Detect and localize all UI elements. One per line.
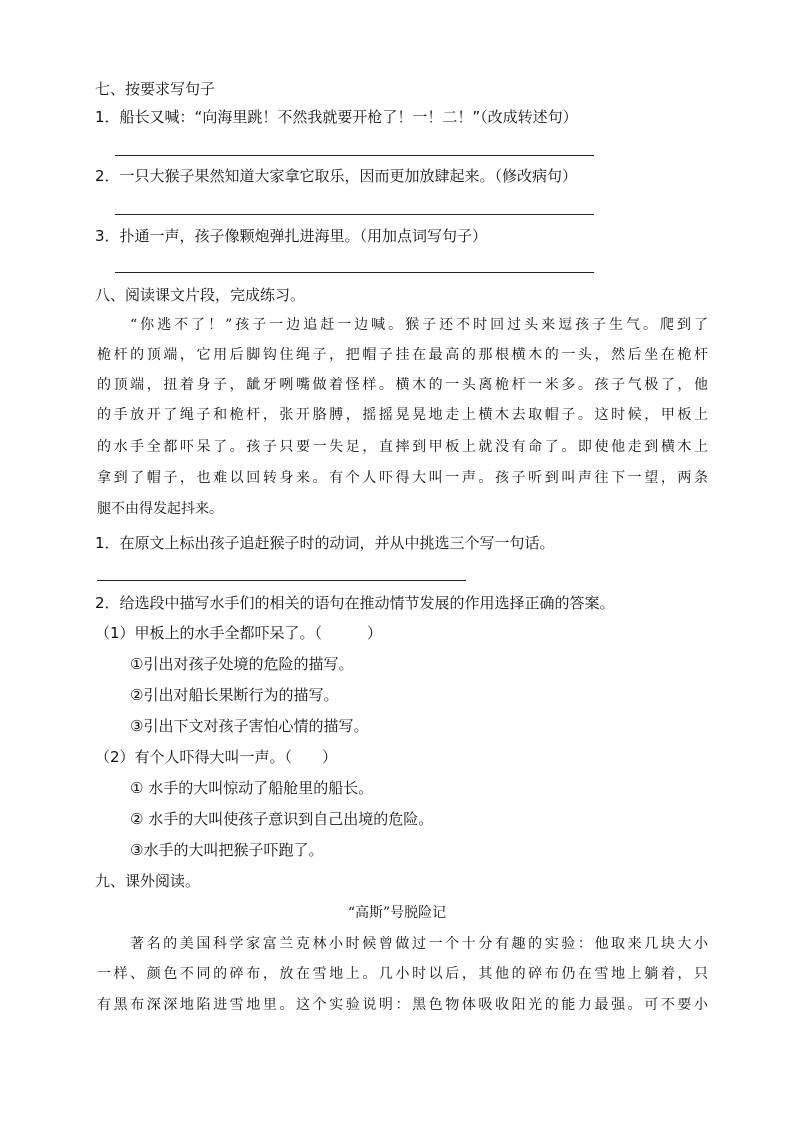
s8-sub1-option-1: ①引出对孩子处境的危险的描写。 <box>130 655 354 673</box>
s8-sub1-option-3: ③引出下文对孩子害怕心情的描写。 <box>130 717 369 735</box>
s9-article-title: “高斯”号脱险记 <box>347 905 447 921</box>
s7-answer-line-2[interactable] <box>115 214 594 215</box>
s8-passage-line: 腿不由得发起抖来。 <box>97 501 223 517</box>
s8-subquestion-2: （2）有个人吓得大叫一声。（ ） <box>95 748 338 766</box>
s9-passage-line: 著名的美国科学家富兰克林小时候曾做过一个十分有趣的实验：他取来几块大小 <box>130 936 708 952</box>
s8-passage-line: 的顶端，扭着身子，龇牙咧嘴做着怪样。横木的一头离桅杆一米多。孩子气极了，他 <box>97 377 708 393</box>
s8-passage-line: 拿到了帽子，也难以回转身来。有个人吓得大叫一声。孩子听到叫声往下一望，两条 <box>97 470 708 486</box>
s8-sub2-option-1: ① 水手的大叫惊动了船舱里的船长。 <box>130 779 374 797</box>
s9-passage-line: 一样、颜色不同的碎布，放在雪地上。几小时以后，其他的碎布仍在雪地上躺着，只 <box>97 966 708 982</box>
section-7-heading: 七、按要求写句子 <box>95 80 216 98</box>
s8-subquestion-1: （1）甲板上的水手全都吓呆了。（ ） <box>95 624 383 642</box>
s8-passage-line: “你逃不了！”孩子一边追赶一边喊。猴子还不时回过头来逗孩子生气。爬到了 <box>130 317 708 333</box>
s9-passage-line: 有黑布深深地陷进雪地里。这个实验说明：黑色物体吸收阳光的能力最强。可不要小 <box>97 997 708 1013</box>
s7-question-2: 2．一只大猴子果然知道大家拿它取乐，因而更加放肆起来。（修改病句） <box>95 167 578 185</box>
s8-passage-line: 的手放开了绳子和桅杆，张开胳膊，摇摇晃晃地走上横木去取帽子。这时候，甲板上 <box>97 407 708 423</box>
s8-passage-line: 的水手全都吓呆了。孩子只要一失足，直摔到甲板上就没有命了。即使他走到横木上 <box>97 439 708 455</box>
s7-question-3: 3．扑通一声，孩子像颗炮弹扎进海里。（用加点词写句子） <box>95 227 488 245</box>
s8-sub1-option-2: ②引出对船长果断行为的描写。 <box>130 686 339 704</box>
s8-sub2-option-3: ③水手的大叫把猴子吓跑了。 <box>130 841 324 859</box>
s8-sub2-option-2: ② 水手的大叫使孩子意识到自己出境的危险。 <box>130 810 434 828</box>
s8-question-2: 2．给选段中描写水手们的相关的语句在推动情节发展的作用选择正确的答案。 <box>95 594 615 612</box>
s8-answer-line-1[interactable] <box>97 580 466 581</box>
s8-question-1: 1．在原文上标出孩子追赶猴子时的动词，并从中挑选三个写一句话。 <box>95 534 555 552</box>
s7-answer-line-1[interactable] <box>115 155 594 156</box>
section-8-heading: 八、阅读课文片段，完成练习。 <box>95 286 306 304</box>
s7-answer-line-3[interactable] <box>115 272 594 273</box>
s8-passage-line: 桅杆的顶端，它用后脚钩住绳子，把帽子挂在最高的那根横木的一头，然后坐在桅杆 <box>97 347 708 363</box>
section-9-heading: 九、课外阅读。 <box>95 872 201 890</box>
s7-question-1: 1．船长又喊：“向海里跳！不然我就要开枪了！一！二！”（改成转述句） <box>95 108 578 126</box>
